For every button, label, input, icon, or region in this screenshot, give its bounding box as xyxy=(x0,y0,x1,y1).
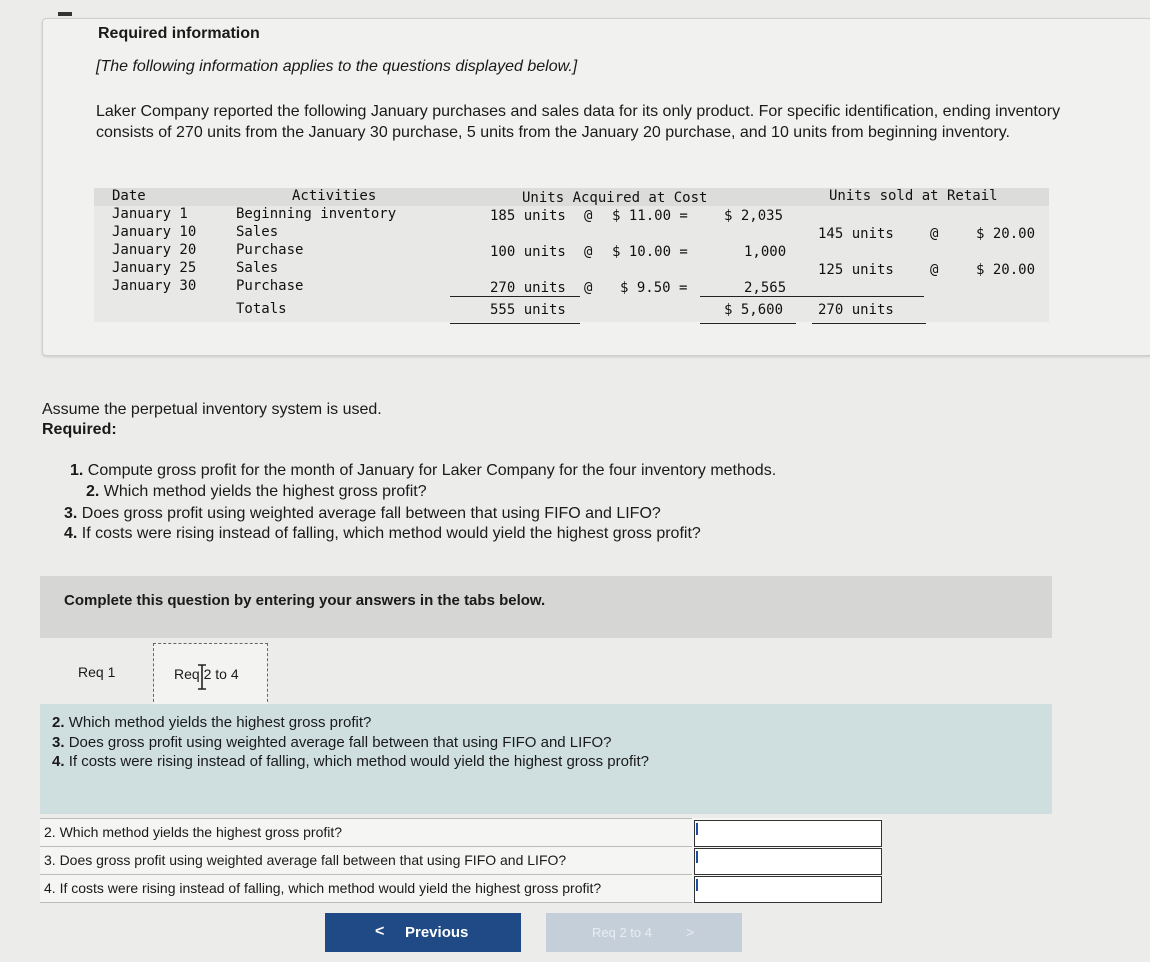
question-2: 2. Which method yields the highest gross profit? xyxy=(86,483,427,500)
acquired-at: @ xyxy=(584,244,593,260)
panel-question-3: 3. Does gross profit using weighted average fall between that using FIFO and LIFO? xyxy=(52,734,612,751)
question-4: 4. If costs were rising instead of falling, which method would yield the highest gross profit? xyxy=(64,525,701,542)
required-label: Required: xyxy=(42,421,117,438)
sold-units: 145 units xyxy=(818,226,894,242)
date-cell: January 20 xyxy=(112,242,197,258)
acquired-total: 2,565 xyxy=(744,280,787,296)
sold-units-total: 270 units xyxy=(818,302,894,318)
activity-cell: Beginning inventory xyxy=(236,206,397,222)
panel-question-4: 4. If costs were rising instead of falling, which method would yield the highest gross profit? xyxy=(52,753,649,770)
col-header-acquired: Units Acquired at Cost xyxy=(522,190,708,206)
activity-cell: Purchase xyxy=(236,278,304,294)
answer-input-3[interactable] xyxy=(694,848,882,875)
next-button-label: Req 2 to 4 xyxy=(592,925,652,940)
acquired-at: @ xyxy=(584,208,593,224)
date-cell: January 10 xyxy=(112,224,197,240)
question-3: 3. Does gross profit using weighted average fall between that using FIFO and LIFO? xyxy=(64,505,661,522)
question-1: 1. Compute gross profit for the month of January for Laker Company for the four inventory methods. xyxy=(70,462,777,479)
sold-at: @ xyxy=(930,262,939,278)
acquired-at: @ xyxy=(584,280,593,296)
acquired-units-total: 555 units xyxy=(490,302,566,318)
sold-at: @ xyxy=(930,226,939,242)
required-info-title: Required information xyxy=(98,25,260,42)
acquired-units-rule xyxy=(450,296,580,297)
acquired-cost: $ 11.00 = xyxy=(612,208,688,224)
tab-req-2-to-4[interactable] xyxy=(153,643,268,707)
answer-table xyxy=(40,818,882,903)
sold-price: $ 20.00 xyxy=(976,226,1036,242)
previous-button-label: Previous xyxy=(405,924,469,941)
text-cursor-icon xyxy=(196,664,208,690)
answer-row: 4. If costs were rising instead of falling, which method would yield the highest gross profit? xyxy=(40,874,692,903)
acquired-cost-total-rule xyxy=(700,323,796,324)
answer-input-2[interactable] xyxy=(694,820,882,847)
top-marker xyxy=(58,12,72,16)
problem-intro: Laker Company reported the following January purchases and sales data for its only product. For specific identification, ending inventory consists of 270 units from the January 30 purchase, 5 units from the January 20 purchase, and 10 units from beginning inventory. xyxy=(96,103,1061,141)
activity-cell: Sales xyxy=(236,260,279,276)
date-cell: January 25 xyxy=(112,260,197,276)
acquired-units: 100 units xyxy=(490,244,566,260)
previous-button[interactable] xyxy=(325,913,521,952)
next-button[interactable] xyxy=(546,913,742,952)
tab-req-2-to-4-label: Req 2 to 4 xyxy=(174,666,239,682)
acquired-total: $ 2,035 xyxy=(724,208,784,224)
acquired-units: 270 units xyxy=(490,280,566,296)
activity-cell: Purchase xyxy=(236,242,304,258)
acquired-cost: $ 10.00 = xyxy=(612,244,688,260)
acquired-units: 185 units xyxy=(490,208,566,224)
date-cell: January 30 xyxy=(112,278,197,294)
inventory-table xyxy=(94,188,1049,322)
answer-row: 2. Which method yields the highest gross profit? xyxy=(40,818,692,846)
chevron-right-icon: > xyxy=(686,924,695,940)
col-header-sold: Units sold at Retail xyxy=(829,188,998,204)
acquired-cost-total: $ 5,600 xyxy=(724,302,784,318)
acquired-cost: $ 9.50 = xyxy=(620,280,688,296)
instructions-text: Complete this question by entering your answers in the tabs below. xyxy=(64,592,546,609)
acquired-total: 1,000 xyxy=(744,244,787,260)
tab-req-1[interactable]: Req 1 xyxy=(78,664,116,680)
sold-units: 125 units xyxy=(818,262,894,278)
date-cell: January 1 xyxy=(112,206,188,222)
acquired-units-total-rule xyxy=(450,323,580,324)
sold-price: $ 20.00 xyxy=(976,262,1036,278)
acquired-total-rule xyxy=(700,296,924,297)
req-panel xyxy=(40,704,1052,814)
answer-row: 3. Does gross profit using weighted average fall between that using FIFO and LIFO? xyxy=(40,846,692,874)
instructions-bar xyxy=(40,576,1052,638)
col-header-date: Date xyxy=(112,188,146,204)
chevron-left-icon: < xyxy=(375,923,385,940)
required-info-subtitle: [The following information applies to the questions displayed below.] xyxy=(96,58,578,75)
assumption-text: Assume the perpetual inventory system is used. xyxy=(42,401,382,418)
col-header-activities: Activities xyxy=(292,188,377,204)
panel-question-2: 2. Which method yields the highest gross profit? xyxy=(52,714,372,731)
sold-units-total-rule xyxy=(812,323,926,324)
activity-cell: Sales xyxy=(236,224,279,240)
answer-input-4[interactable] xyxy=(694,876,882,903)
activity-cell-totals: Totals xyxy=(236,301,287,317)
